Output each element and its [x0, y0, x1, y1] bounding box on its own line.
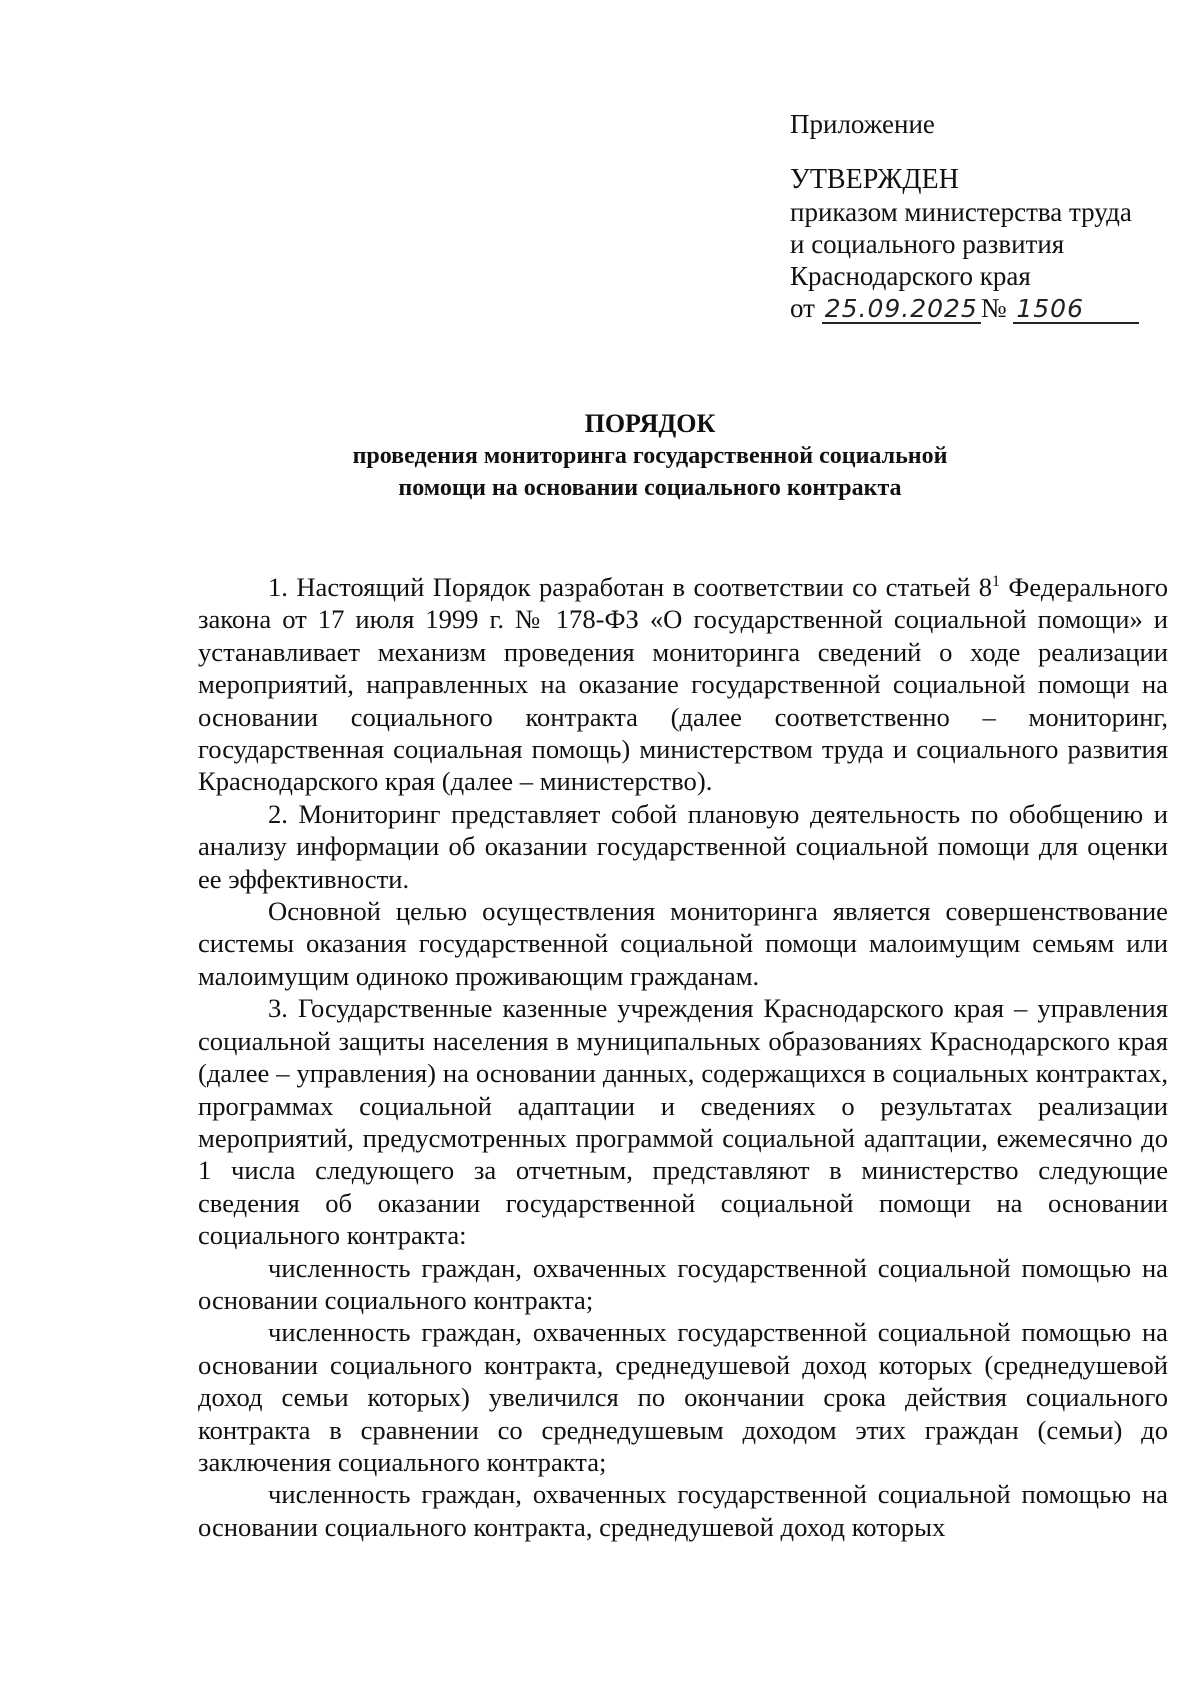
paragraph-1: 1. Настоящий Порядок разработан в соответствии со статьей $8^1$ Федерального закона от 17 июля 1999 г. № 178-ФЗ «О государственной социальной помощи» и устанавливает механизм проведения мониторинга сведений о ходе реализации мероприятий, направленных на оказание государственной социальной помощи на основании социального контракта (далее соответственно – мониторинг, государственная социальная помощь) министерством труда и социального развития Краснодарского края (далее – министерство). — [198, 572, 1168, 797]
approved-by-line-2: и социального развития — [790, 229, 1065, 259]
date-prefix: от — [790, 293, 815, 323]
document-title: ПОРЯДОК — [584, 409, 716, 438]
document-subtitle-line-1: проведения мониторинга государственной социальной — [352, 443, 948, 469]
approved-label: УТВЕРЖДЕН — [790, 164, 959, 195]
document-body — [198, 571, 1168, 1543]
handwritten-date: 25.09.2025 — [822, 296, 981, 324]
list-item-1: численность граждан, охваченных государственной социальной помощью на основании социального контракта; — [198, 1252, 1168, 1315]
paragraph-2: 2. Мониторинг представляет собой плановую деятельность по обобщению и анализу информации об оказании государственной социальной помощи для оценки ее эффективности. — [198, 798, 1168, 894]
list-item-3: численность граждан, охваченных государственной социальной помощью на основании социального контракта, среднедушевой доход которых — [198, 1479, 1168, 1542]
paragraph-4: 3. Государственные казенные учреждения Краснодарского края – управления социальной защиты населения в муниципальных образованиях Краснодарского края (далее – управления) на основании данных, содержащихся в социальных контрактах, программах социальной адаптации и сведениях о результатах реализации мероприятий, предусмотренных программой социальной адаптации, ежемесячно до 1 числа следующего за отчетным, представляют в министерство следующие сведения об оказании государственной социальной помощи на основании социального контракта: — [198, 993, 1168, 1251]
paragraph-3: Основной целью осуществления мониторинга является совершенствование системы оказания государственной социальной помощи малоимущим семьям или малоимущим одиноко проживающим гражданам. — [198, 896, 1168, 991]
approval-block — [790, 108, 1170, 324]
number-sign: № — [980, 293, 1007, 323]
article-superscript: 1 — [992, 573, 1000, 590]
list-item-2: численность граждан, охваченных государственной социальной помощью на основании социального контракта, среднедушевой доход которых (среднедушевой доход семьи которых) увеличился по окончании срока действия социального контракта в сравнении со среднедушевым доходом этих граждан (семьи) до заключения социального контракта; — [198, 1317, 1168, 1477]
approved-by-line-1: приказом министерства труда — [790, 197, 1132, 227]
date-number-line — [790, 292, 1170, 324]
document-subtitle-line-2: помощи на основании социального контракта — [398, 475, 902, 501]
handwritten-number: 1506 — [1013, 296, 1139, 324]
appendix-label: Приложение — [790, 109, 935, 139]
approved-by-line-3: Краснодарского края — [790, 261, 1031, 291]
